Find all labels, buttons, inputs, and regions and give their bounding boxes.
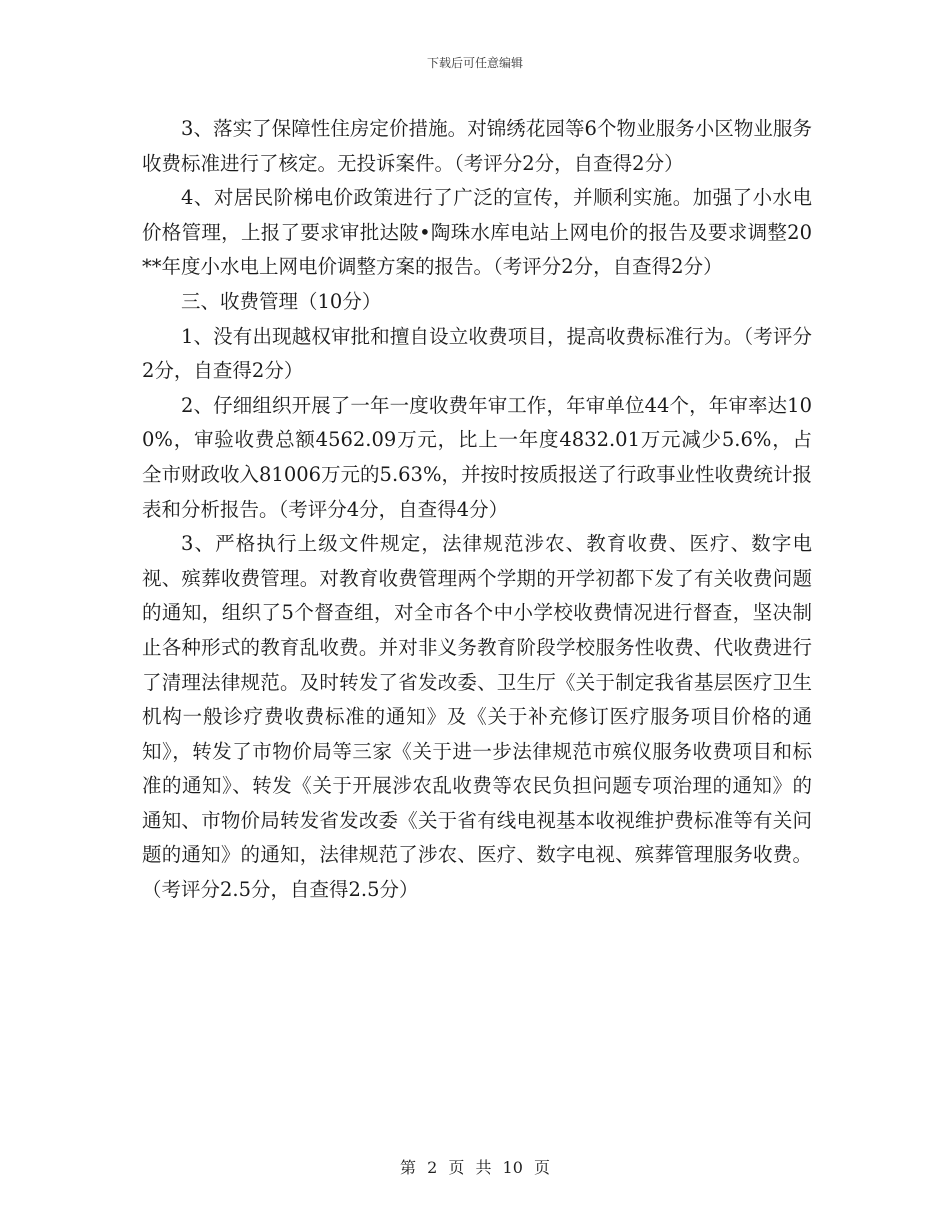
paragraph-fee-item-3: 3、严格执行上级文件规定，法律规范涉农、教育收费、医疗、数字电视、殡葬收费管理。对教育收费管理两个学期的开学初都下发了有关收费问题的通知，组织了5个督查组，对全市各个中小学校收费情况进行督查，坚决制止各种形式的教育乱收费。并对非义务教育阶段学校服务性收费、代收费进行了清理法律规范。及时转发了省发改委、卫生厅《关于制定我省基层医疗卫生机构一般诊疗费收费标准的通知》及《关于补充修订医疗服务项目价格的通知》，转发了市物价局等三家《关于进一步法律规范市殡仪服务收费项目和标准的通知》、转发《关于开展涉农乱收费等农民负担问题专项治理的通知》的通知、市物价局转发省发改委《关于省有线电视基本收视维护费标准等有关问题的通知》的通知，法律规范了涉农、医疗、数字电视、殡葬管理服务收费。（考评分2.5分，自查得2.5分） — [142, 532, 812, 902]
paragraph-item-4-electricity: 4、对居民阶梯电价政策进行了广泛的宣传，并顺利实施。加强了小水电价格管理，上报了要求审批达陂•陶珠水库电站上网电价的报告及要求调整20**年度小水电上网电价调整方案的报告。（考评分2分，自查得2分） — [142, 186, 812, 279]
paragraph-fee-item-1: 1、没有出现越权审批和擅自设立收费项目，提高收费标准行为。（考评分2分，自查得2分） — [142, 324, 812, 383]
document-body — [142, 112, 812, 908]
paragraph-item-3-housing: 3、落实了保障性住房定价措施。对锦绣花园等6个物业服务小区物业服务收费标准进行了核定。无投诉案件。（考评分2分，自查得2分） — [142, 117, 812, 175]
section-heading-fee-management: 三、收费管理（10分） — [181, 289, 382, 313]
page-footer: 第 2 页 共 10 页 — [400, 1158, 550, 1177]
paragraph-fee-item-2: 2、仔细组织开展了一年一度收费年审工作，年审单位44个，年审率达100%，审验收费总额4562.09万元，比上一年度4832.01万元减少5.6%，占全市财政收入81006万元的5.63%，并按时按质报送了行政事业性收费统计报表和分析报告。（考评分4分，自查得4分） — [142, 393, 812, 521]
page-header: 下载后可任意编辑 — [426, 56, 523, 70]
